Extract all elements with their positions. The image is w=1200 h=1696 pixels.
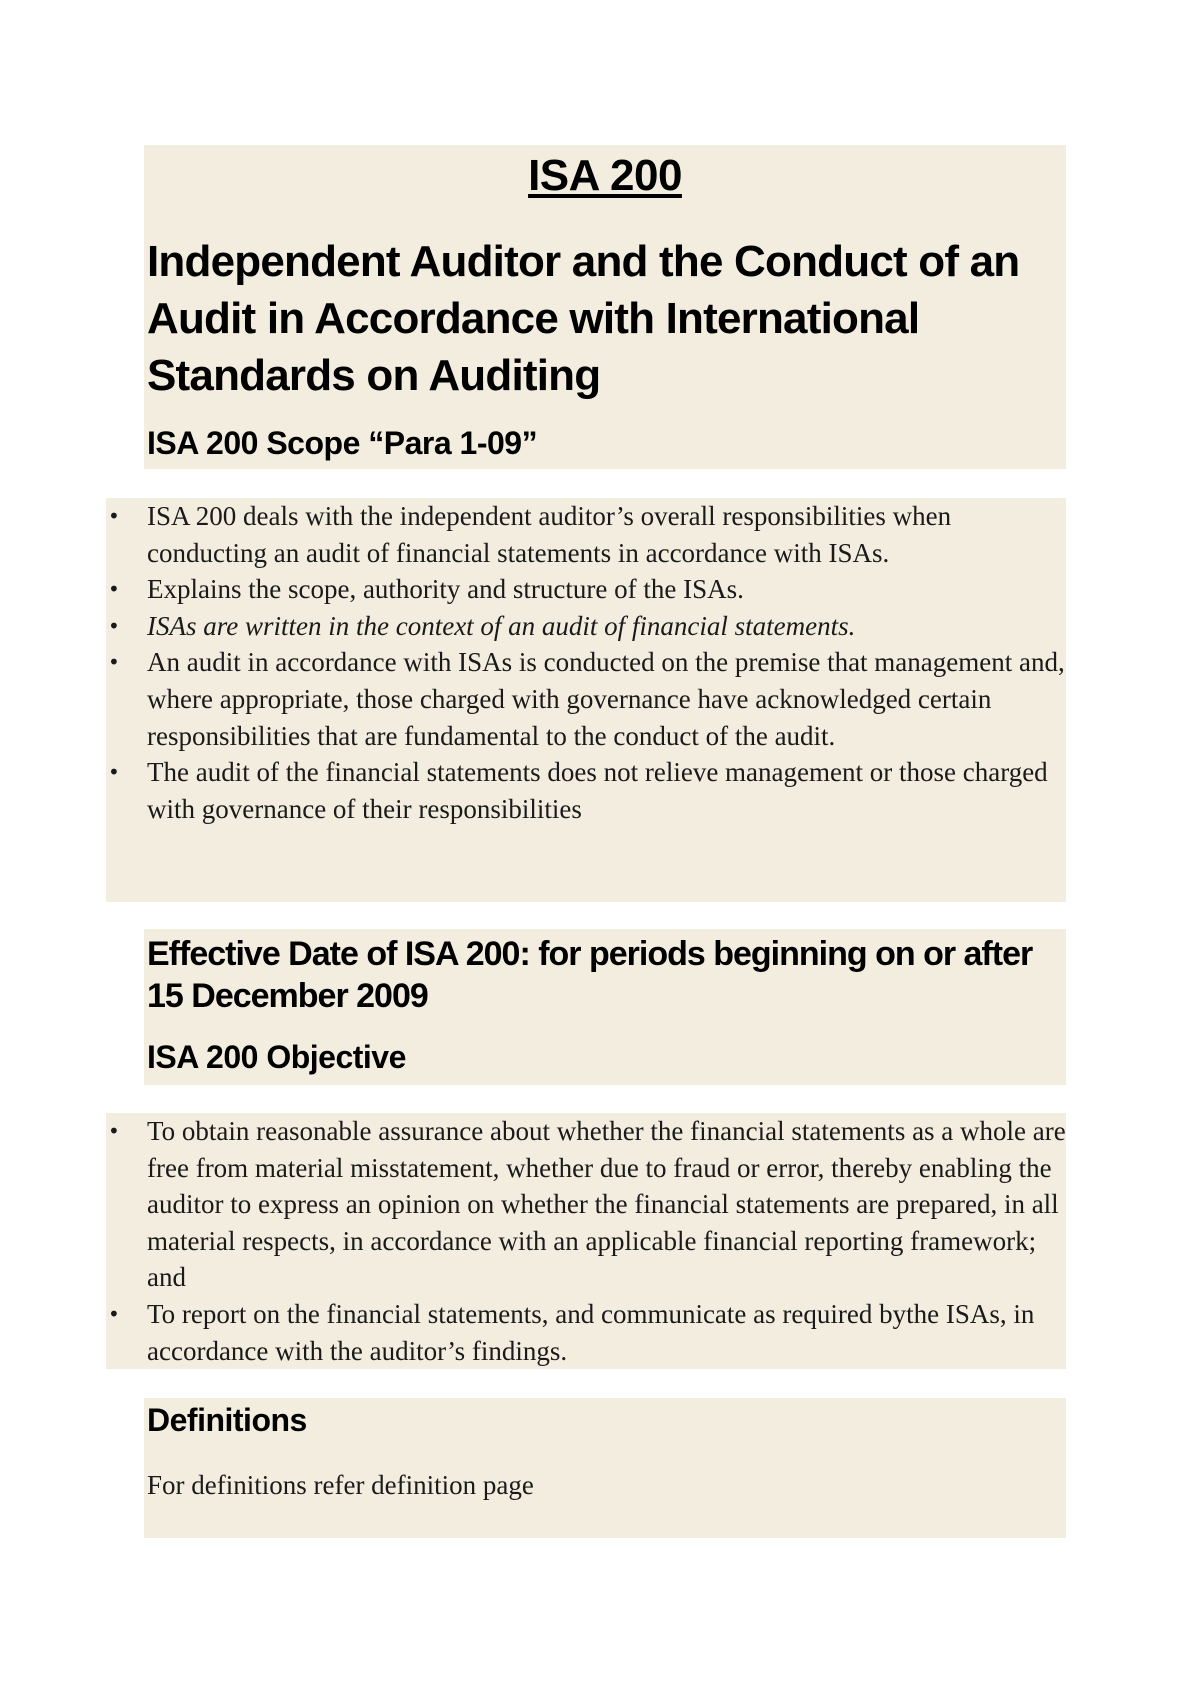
list-item: • An audit in accordance with ISAs is conducted on the premise that management and, where appropriate, those charged with governance have acknowledged certain responsibilities that are fundamental to the conduct of the audit. — [106, 644, 1066, 754]
definitions-section — [144, 1398, 1066, 1538]
document-subtitle: Independent Auditor and the Conduct of an Audit in Accordance with International Standards on Auditing — [147, 237, 1020, 400]
list-item: • To obtain reasonable assurance about whether the financial statements as a whole are free from material misstatement, whether due to fraud or error, thereby enabling the auditor to express an opinion on whether the financial statements are prepared, in all material respects, in accordance with an applicable financial reporting framework; and — [106, 1113, 1066, 1296]
document-title: ISA 200 — [528, 151, 682, 200]
list-item: • To report on the financial statements, and communicate as required bythe ISAs, in accordance with the auditor’s findings. — [106, 1296, 1066, 1369]
list-item: • ISA 200 deals with the independent auditor’s overall responsibilities when conducting an audit of financial statements in accordance with ISAs. — [106, 498, 1066, 571]
title-section — [144, 145, 1066, 469]
objective-list — [106, 1113, 1066, 1369]
list-item: • The audit of the financial statements does not relieve management or those charged with governance of their responsibilities — [106, 754, 1066, 827]
definitions-heading: Definitions — [147, 1402, 307, 1438]
scope-list-section — [106, 498, 1066, 902]
list-item: • ISAs are written in the context of an audit of financial statements. — [106, 608, 1066, 645]
list-item: • Explains the scope, authority and structure of the ISAs. — [106, 571, 1066, 608]
scope-heading: ISA 200 Scope “Para 1-09” — [147, 425, 538, 461]
effective-date-heading: Effective Date of ISA 200: for periods beginning on or after 15 December 2009 — [147, 935, 1033, 1015]
scope-list — [106, 498, 1066, 827]
objective-list-section — [106, 1113, 1066, 1369]
effective-date-section — [144, 929, 1066, 1085]
objective-heading: ISA 200 Objective — [147, 1039, 406, 1075]
definitions-text: For definitions refer definition page — [147, 1470, 534, 1500]
